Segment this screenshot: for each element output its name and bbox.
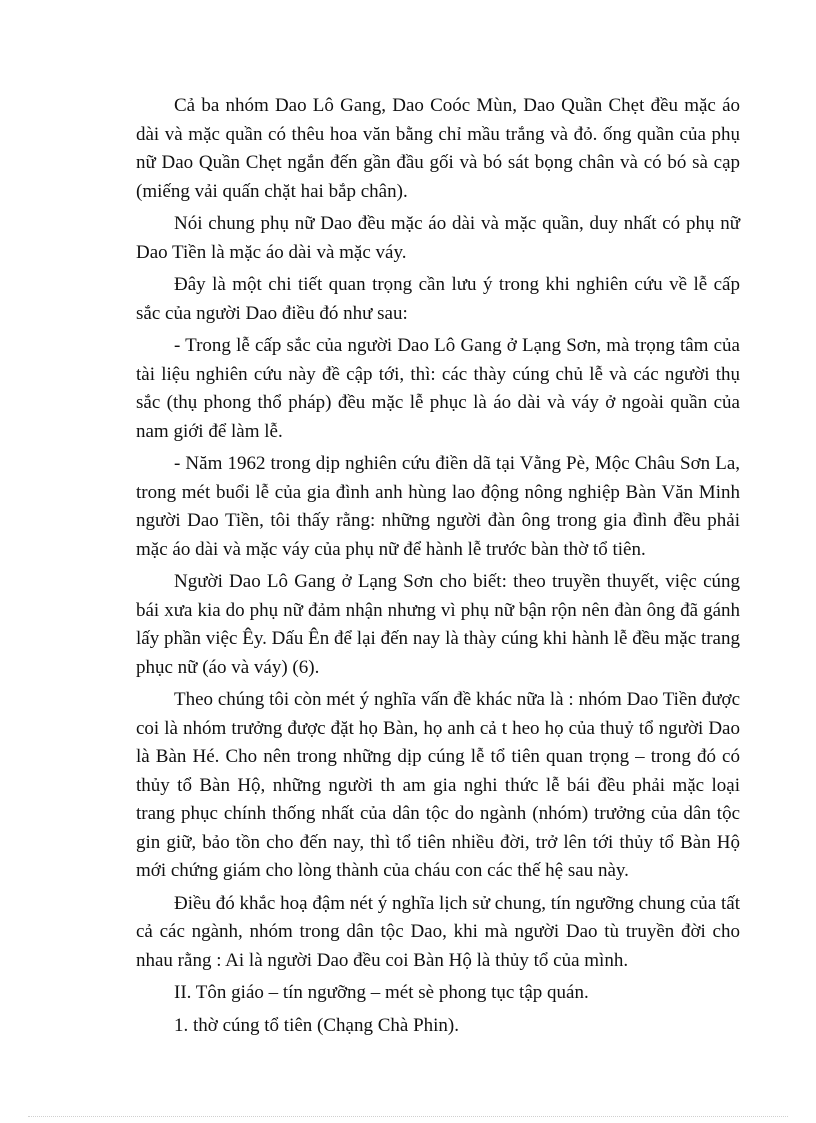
paragraph-important-detail: Đây là một chi tiết quan trọng cần lưu ý trong khi nghiên cứu về lễ cấp sắc của người Dao điều đó như sau: (136, 274, 740, 324)
document-page (136, 92, 740, 1044)
footer-divider (28, 1116, 788, 1117)
paragraph-clothing-groups: Cả ba nhóm Dao Lô Gang, Dao Coóc Mùn, Dao Quần Chẹt đều mặc áo dài và mặc quần có thêu hoa văn bằng chỉ mầu trắng và đỏ. ống quần của phụ nữ Dao Quần Chẹt ngắn đến gần đầu gối và bó sát bọng chân và có bó sà cạp (miếng vải quấn chặt hai bắp chân). (136, 95, 740, 202)
paragraph-dao-tien-significance: Theo chúng tôi còn mét ý nghĩa vấn đề khác nữa là : nhóm Dao Tiền được coi là nhóm trưởng được đặt họ Bàn, họ anh cả t heo họ của thuỷ tổ người Dao là Bàn Hé. Cho nên trong những dịp cúng lễ tổ tiên quan trọng – trong đó có thủy tổ Bàn Hộ, những người th am gia nghi thức lễ bái đều phải mặc loại trang phục chính thống nhất của dân tộc do ngành (nhóm) trưởng của dân tộc gin giữ, bảo tồn cho đến nay, thì tổ tiên nhiều đời, trở lên tới thủy tổ Bàn Hộ mới chứng giám cho lòng thành của cháu con các thế hệ sau này. (136, 689, 740, 881)
paragraph-common-belief: Điều đó khắc hoạ đậm nét ý nghĩa lịch sử chung, tín ngưỡng chung của tất cả các ngành, nhóm trong dân tộc Dao, khi mà người Dao tù truyền đời cho nhau rằng : Ai là người Dao đều coi Bàn Hộ là thủy tổ của mình. (136, 892, 740, 971)
paragraph-legend: Người Dao Lô Gang ở Lạng Sơn cho biết: theo truyền thuyết, việc cúng bái xưa kia do phụ nữ đảm nhận nhưng vì phụ nữ bận rộn nên đàn ông đã gánh lấy phần việc Êy. Dấu Ên để lại đến nay là thày cúng khi hành lễ đều mặc trang phục nữ (áo và váy) (6). (136, 571, 740, 678)
paragraph-women-clothing: Nói chung phụ nữ Dao đều mặc áo dài và mặc quần, duy nhất có phụ nữ Dao Tiền là mặc áo dài và mặc váy. (136, 213, 740, 263)
paragraph-lo-gang-ceremony: - Trong lễ cấp sắc của người Dao Lô Gang ở Lạng Sơn, mà trọng tâm của tài liệu nghiên cứu này đề cập tới, thì: các thày cúng chủ lễ và các người thụ sắc (thụ phong thổ pháp) đều mặc lễ phục là áo dài và váy ở ngoài quần của nam giới để làm lễ. (136, 335, 740, 442)
subsection-heading: 1. thờ cúng tổ tiên (Chạng Chà Phin). (174, 1014, 459, 1036)
paragraph-field-research-1962: - Năm 1962 trong dịp nghiên cứu điền dã tại Vằng Pè, Mộc Châu Sơn La, trong mét buổi lễ của gia đình anh hùng lao động nông nghiệp Bàn Văn Minh người Dao Tiền, tôi thấy rằng: những người đàn ông trong gia đình đều phải mặc áo dài và mặc váy của phụ nữ để hành lễ trước bàn thờ tổ tiên. (136, 453, 740, 560)
section-heading: II. Tôn giáo – tín ngưỡng – mét sè phong tục tập quán. (174, 982, 589, 1003)
